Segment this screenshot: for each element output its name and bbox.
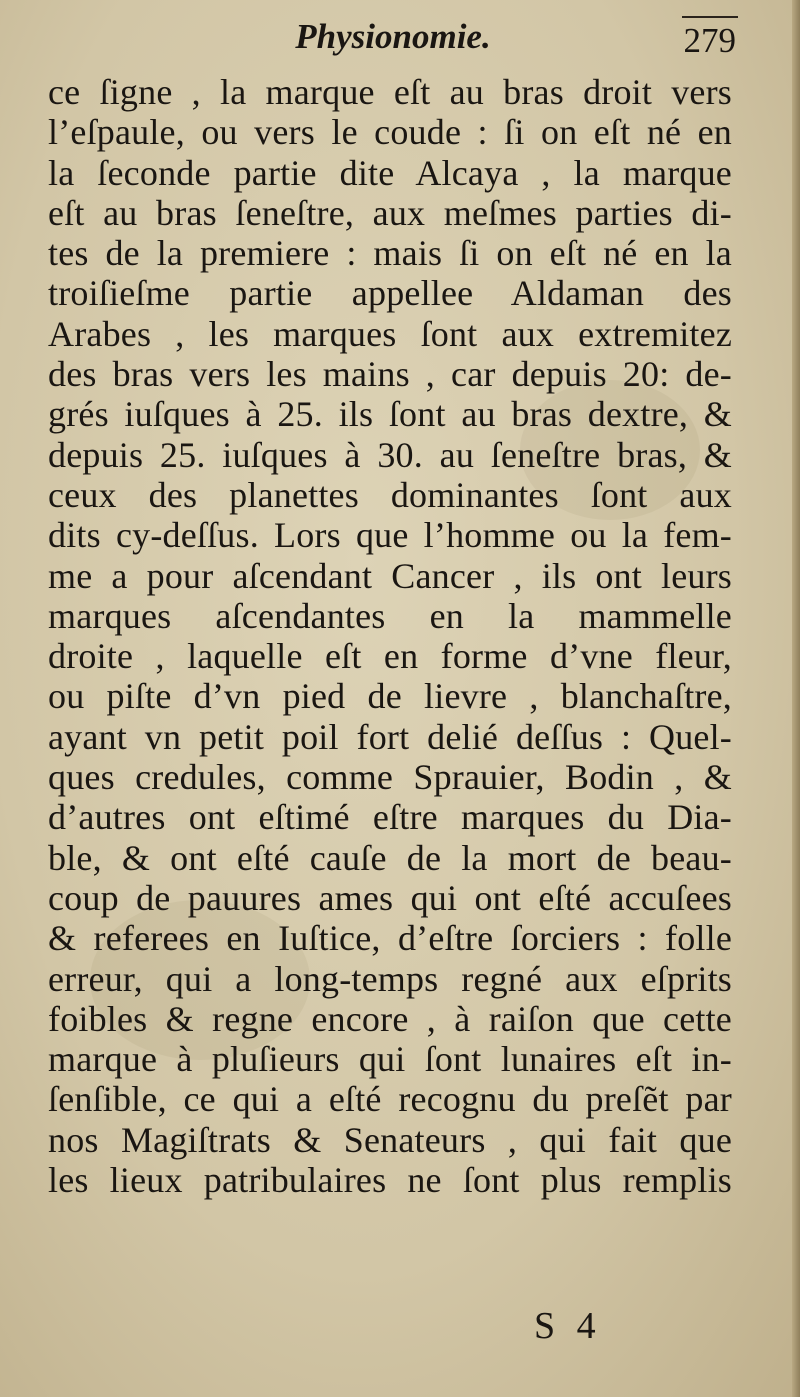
text-line: grés iuſques à 25. ils ſont au bras dextre, & [48, 394, 732, 435]
text-line: droite , laquelle eſt en forme d’vne fleur, [48, 636, 732, 677]
text-line: dits cy-deſſus. Lors que l’homme ou la fem- [48, 515, 732, 556]
text-line: ſenſible, ce qui a eſté recognu du preſẽt par [48, 1079, 732, 1120]
text-line: eſt au bras ſeneſtre, aux meſmes parties di- [48, 192, 732, 233]
text-line: me a pour aſcendant Cancer , ils ont leurs [48, 555, 732, 596]
signature-mark: S 4 [534, 1305, 602, 1347]
text-line: & referees en Iuſtice, d’eſtre ſorciers : folle [48, 918, 732, 959]
text-line: ayant vn petit poil fort delié deſſus : Quel- [48, 716, 732, 757]
text-line: erreur, qui a long-temps regné aux eſprits [48, 958, 732, 999]
text-line: coup de pauures ames qui ont eſté accuſees [48, 877, 732, 918]
text-line: depuis 25. iuſques à 30. au ſeneſtre bras, & [48, 434, 732, 475]
text-line: des bras vers les mains , car depuis 20: de- [48, 354, 732, 395]
text-line: nos Magiſtrats & Senateurs , qui fait que [48, 1119, 732, 1160]
text-line: ce ſigne , la marque eſt au bras droit vers [48, 72, 732, 112]
text-line: tes de la premiere : mais ſi on eſt né en la [48, 233, 732, 274]
text-line: ques credules, comme Sprauier, Bodin , & [48, 757, 732, 798]
text-line: foibles & regne encore , à raiſon que cette [48, 998, 732, 1039]
text-line: ble, & ont eſté cauſe de la mort de beau- [48, 837, 732, 878]
page-header [48, 14, 738, 60]
text-line: troiſieſme partie appellee Aldaman des [48, 273, 732, 314]
text-line: les lieux patribulaires ne ſont plus remplis [48, 1160, 732, 1201]
text-line: ceux des planettes dominantes ſont aux [48, 474, 732, 515]
running-title: Physionomie. [295, 17, 491, 56]
page-edge [792, 0, 800, 1397]
text-line: d’autres ont eſtimé eſtre marques du Dia- [48, 797, 732, 838]
page-number: 279 [682, 16, 739, 64]
text-line: l’eſpaule, ou vers le coude : ſi on eſt né en [48, 112, 732, 153]
text-line: marque à pluſieurs qui ſont lunaires eſt in- [48, 1039, 732, 1080]
text-line: Arabes , les marques ſont aux extremitez [48, 313, 732, 354]
text-line: la ſeconde partie dite Alcaya , la marque [48, 152, 732, 193]
text-line: ou piſte d’vn pied de lievre , blanchaſtre, [48, 676, 732, 717]
text-line: marques aſcendantes en la mammelle [48, 595, 732, 636]
body-text [48, 72, 732, 1200]
